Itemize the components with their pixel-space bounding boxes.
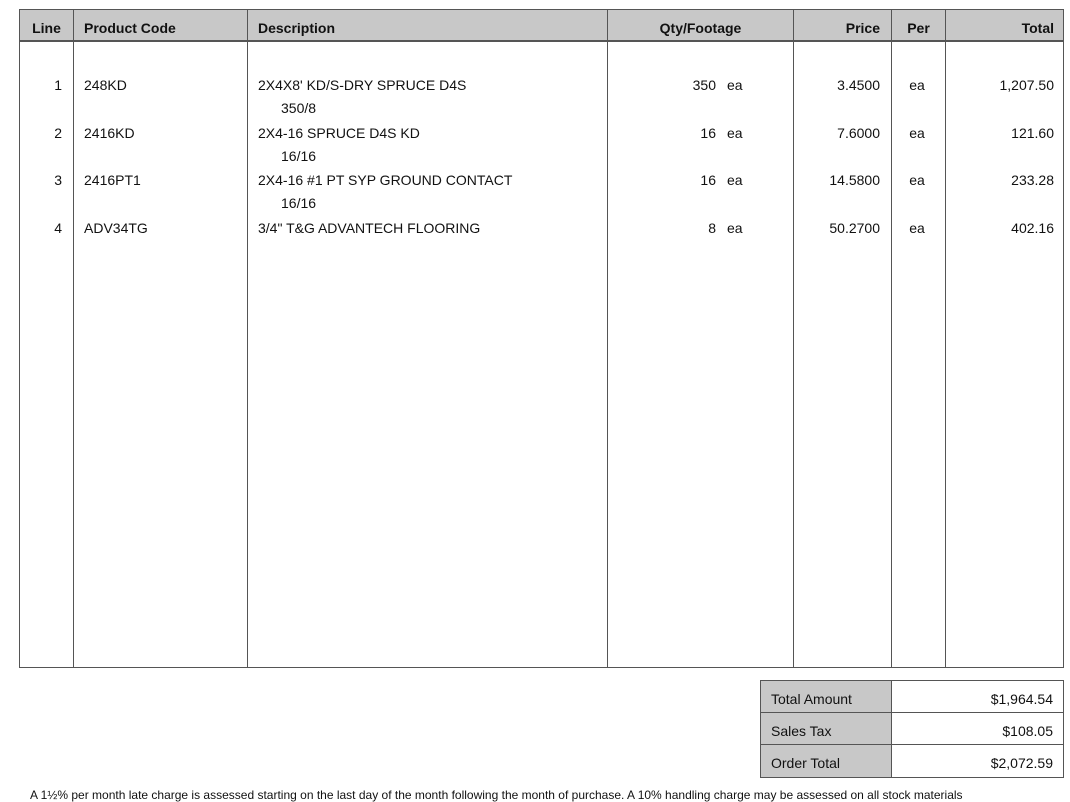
- per-unit: ea: [909, 77, 925, 93]
- per-unit: ea: [909, 220, 925, 236]
- column-divider: [247, 9, 248, 668]
- header-price: Price: [845, 20, 880, 36]
- price: 7.6000: [837, 125, 880, 141]
- total-amount-label: Total Amount: [761, 681, 892, 712]
- header-product-code: Product Code: [84, 20, 176, 36]
- terms-footnote: A 1½% per month late charge is assessed starting on the last day of the month following the month of purchase. A 10% handling charge may be assessed on all stock materials: [30, 788, 963, 802]
- column-divider: [607, 9, 608, 668]
- quantity-unit: ea: [727, 77, 743, 93]
- order-total-label: Order Total: [761, 745, 892, 777]
- line-number: 3: [54, 172, 62, 188]
- product-code: 2416PT1: [84, 172, 141, 188]
- line-total: 121.60: [1011, 125, 1054, 141]
- header-description: Description: [258, 20, 336, 36]
- column-divider: [73, 9, 74, 668]
- quantity-unit: ea: [727, 172, 743, 188]
- description: 2X4-16 SPRUCE D4S KD: [258, 125, 420, 141]
- totals-box: [760, 680, 1064, 778]
- line-total: 402.16: [1011, 220, 1054, 236]
- total-amount-value: $1,964.54: [990, 691, 1053, 707]
- price: 50.2700: [829, 220, 880, 236]
- description-detail: 16/16: [281, 195, 317, 211]
- price: 14.5800: [829, 172, 880, 188]
- product-code: ADV34TG: [84, 220, 148, 236]
- column-divider: [891, 9, 892, 668]
- header-line: Line: [32, 20, 61, 36]
- header-per: Per: [907, 20, 930, 36]
- sales-tax-label: Sales Tax: [761, 713, 892, 744]
- column-divider: [945, 9, 946, 668]
- per-unit: ea: [909, 172, 925, 188]
- total-amount-row: [761, 681, 1063, 713]
- header-qty-footage: Qty/Footage: [659, 20, 742, 36]
- quantity: 350: [692, 77, 716, 93]
- description-detail: 350/8: [281, 100, 317, 116]
- table-frame: [19, 9, 1064, 668]
- description-detail: 16/16: [281, 148, 317, 164]
- line-number: 2: [54, 125, 62, 141]
- product-code: 2416KD: [84, 125, 135, 141]
- quantity-unit: ea: [727, 220, 743, 236]
- line-total: 1,207.50: [999, 77, 1054, 93]
- order-total-value: $2,072.59: [990, 755, 1053, 771]
- description: 2X4-16 #1 PT SYP GROUND CONTACT: [258, 172, 513, 188]
- sales-tax-value: $108.05: [1002, 723, 1053, 739]
- sales-tax-row: [761, 713, 1063, 745]
- quantity: 8: [708, 220, 716, 236]
- product-code: 248KD: [84, 77, 127, 93]
- line-number: 1: [54, 77, 62, 93]
- quantity: 16: [700, 125, 716, 141]
- price: 3.4500: [837, 77, 880, 93]
- line-total: 233.28: [1011, 172, 1054, 188]
- quantity: 16: [700, 172, 716, 188]
- column-divider: [793, 9, 794, 668]
- line-number: 4: [54, 220, 62, 236]
- description: 3/4" T&G ADVANTECH FLOORING: [258, 220, 481, 236]
- quantity-unit: ea: [727, 125, 743, 141]
- per-unit: ea: [909, 125, 925, 141]
- description: 2X4X8' KD/S-DRY SPRUCE D4S: [258, 77, 467, 93]
- header-total: Total: [1021, 20, 1054, 36]
- order-total-row: [761, 745, 1063, 777]
